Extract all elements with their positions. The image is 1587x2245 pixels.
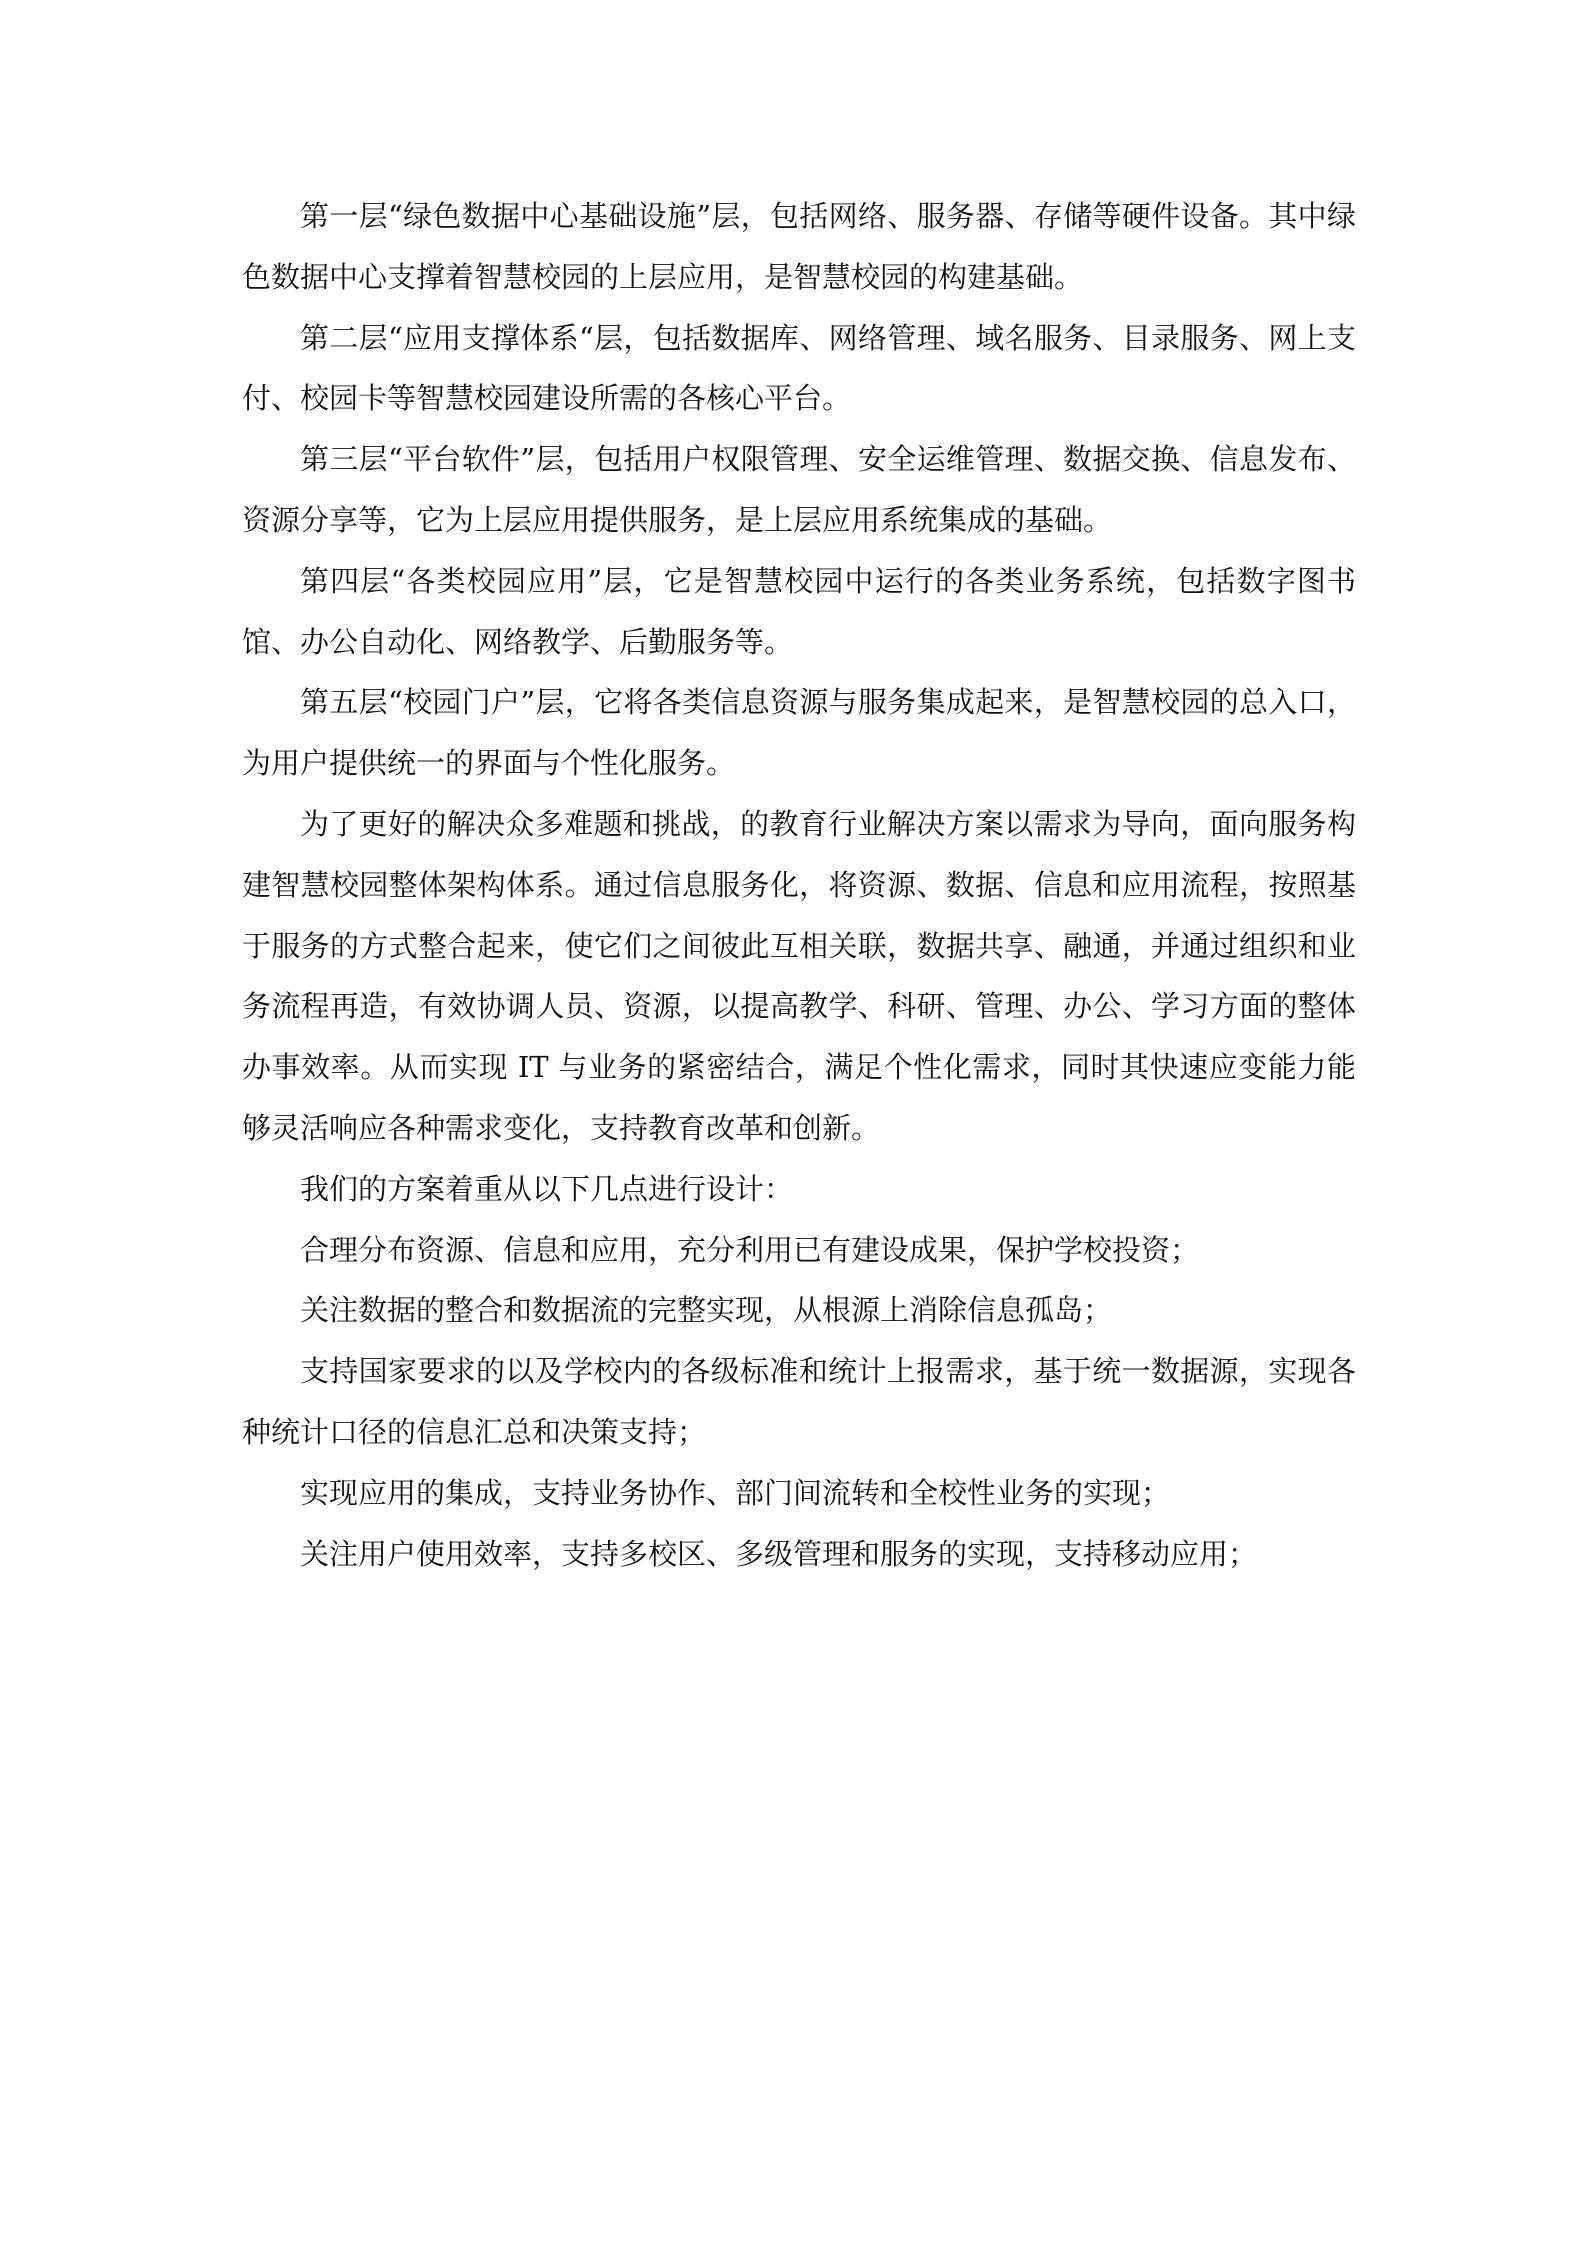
paragraph-layer-5: 第五层“校园门户”层，它将各类信息资源与服务集成起来，是智慧校园的总入口，为用户提供统一的界面与个性化服务。 (242, 685, 1356, 781)
paragraph-design-intro: 我们的方案着重从以下几点进行设计： (300, 1171, 794, 1206)
design-point-4: 实现应用的集成，支持业务协作、部门间流转和全校性业务的实现； (300, 1475, 1171, 1510)
paragraph-layer-4: 第四层“各类校园应用”层，它是智慧校园中运行的各类业务系统，包括数字图书馆、办公自动化、网络教学、后勤服务等。 (242, 563, 1356, 659)
paragraph-layer-1: 第一层“绿色数据中心基础设施”层，包括网络、服务器、存储等硬件设备。其中绿色数据中心支撑着智慧校园的上层应用，是智慧校园的构建基础。 (242, 199, 1356, 294)
design-point-5: 关注用户使用效率，支持多校区、多级管理和服务的实现，支持移动应用； (300, 1536, 1258, 1571)
design-point-3: 支持国家要求的以及学校内的各级标准和统计上报需求，基于统一数据源，实现各种统计口径的信息汇总和决策支持； (242, 1354, 1356, 1449)
paragraph-architecture: 为了更好的解决众多难题和挑战，的教育行业解决方案以需求为导向，面向服务构建智慧校园整体架构体系。通过信息服务化，将资源、数据、信息和应用流程，按照基于服务的方式整合起来，使它们之间彼此互相关联，数据共享、融通，并通过组织和业务流程再造，有效协调人员、资源，以提高教学、科研、管理、办公、学习方面的整体办事效率。从而实现 IT 与业务的紧密结合，满足个性化需求，同时其快速应变能力能够灵活响应各种需求变化，支持教育改革和创新。 (242, 806, 1356, 1145)
document-body (242, 186, 1356, 1584)
paragraph-layer-2: 第二层“应用支撑体系“层，包括数据库、网络管理、域名服务、目录服务、网上支付、校园卡等智慧校园建设所需的各核心平台。 (242, 320, 1356, 416)
paragraph-layer-3: 第三层“平台软件”层，包括用户权限管理、安全运维管理、数据交换、信息发布、资源分享等，它为上层应用提供服务，是上层应用系统集成的基础。 (242, 442, 1356, 537)
design-point-1: 合理分布资源、信息和应用，充分利用已有建设成果，保护学校投资； (300, 1232, 1200, 1267)
design-point-2: 关注数据的整合和数据流的完整实现，从根源上消除信息孤岛； (300, 1293, 1113, 1328)
